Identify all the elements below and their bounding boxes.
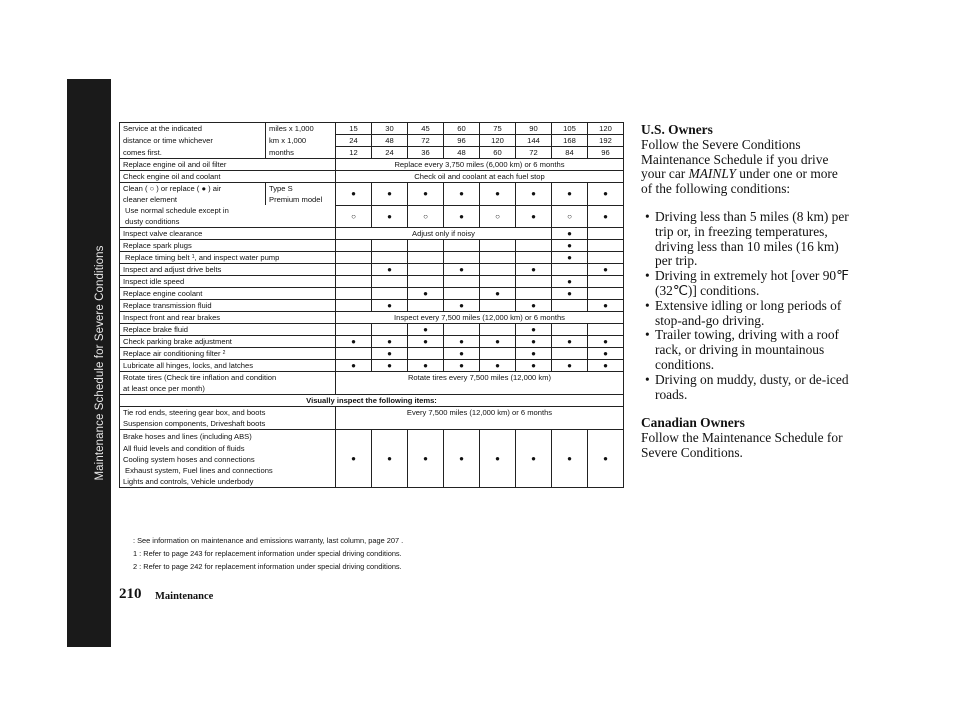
mark-empty [480, 300, 516, 312]
mark: ● [588, 300, 624, 312]
us-text-em: MAINLY [688, 166, 736, 182]
mark: ● [444, 183, 480, 206]
mark: ● [408, 324, 444, 336]
mark: ○ [408, 205, 444, 228]
mark: ● [444, 430, 480, 488]
mark: ● [552, 183, 588, 206]
footnote: 2 : Refer to page 242 for replacement information under special driving conditions. [133, 562, 402, 571]
section-label: Maintenance [155, 591, 214, 602]
footnote: 1 : Refer to page 243 for replacement information under special driving conditions. [133, 549, 402, 558]
table-row [120, 171, 624, 183]
header-cell: 120 [588, 123, 624, 135]
ac-filter-label: Replace air conditioning filter [123, 349, 221, 358]
mark-empty [372, 252, 408, 264]
item-note: Rotate tires every 7,500 miles (12,000 km) [336, 372, 624, 395]
item-label: Exhaust system, Fuel lines and connections [120, 465, 336, 476]
mark: ● [552, 240, 588, 252]
item-label: Inspect idle speed [120, 276, 336, 288]
mark: ● [408, 336, 444, 348]
mark-empty [588, 240, 624, 252]
unit-label: miles x 1,000 [266, 123, 336, 135]
mark-empty [588, 252, 624, 264]
header-cell: 24 [336, 135, 372, 147]
list-item: • Driving less than 5 miles (8 km) per trip or, in freezing temperatures, driving less than 10 miles (16 km) per trip. [641, 210, 851, 269]
header-label: comes first. [120, 147, 266, 159]
item-label: Check engine oil and coolant [120, 171, 336, 183]
mark-empty [480, 276, 516, 288]
mark: ● [372, 430, 408, 488]
header-cell: 75 [480, 123, 516, 135]
mark: ○ [480, 205, 516, 228]
mark-empty [336, 276, 372, 288]
mark-empty [408, 240, 444, 252]
sub-label: Premium model [266, 194, 336, 205]
mark-empty [444, 288, 480, 300]
mark-empty [372, 324, 408, 336]
conditions-list [641, 210, 851, 402]
mark: ● [480, 360, 516, 372]
header-cell: 192 [588, 135, 624, 147]
mark-empty [480, 264, 516, 276]
list-item: • Extensive idling or long periods of stop-and-go driving. [641, 299, 851, 329]
canadian-owners-text: Follow the Maintenance Schedule for Severe Conditions. [641, 430, 843, 460]
item-label [120, 252, 336, 264]
mark: ● [336, 360, 372, 372]
mark: ● [408, 430, 444, 488]
item-note: Inspect every 7,500 miles (12,000 km) or 6 months [336, 312, 624, 324]
header-row-km [120, 135, 624, 147]
table-row [120, 372, 624, 384]
header-label: Service at the indicated [120, 123, 266, 135]
header-cell: 105 [552, 123, 588, 135]
unit-label: km x 1,000 [266, 135, 336, 147]
maintenance-schedule-table [119, 122, 624, 488]
water-pump-label: , and inspect water pump [194, 253, 280, 262]
table-row [120, 264, 624, 276]
mark-empty [552, 348, 588, 360]
header-cell: 30 [372, 123, 408, 135]
mark: ● [552, 228, 588, 240]
mark: ● [516, 183, 552, 206]
mark: ● [444, 360, 480, 372]
item-label: Tie rod ends, steering gear box, and boots [120, 407, 336, 419]
mark-empty [516, 288, 552, 300]
mark: ● [480, 183, 516, 206]
table-row [120, 300, 624, 312]
mark: ● [552, 336, 588, 348]
mark-empty [588, 324, 624, 336]
table-row [120, 240, 624, 252]
item-label: Replace brake fluid [120, 324, 336, 336]
item-label: dusty conditions [120, 216, 336, 228]
mark: ● [516, 336, 552, 348]
mark: ● [588, 336, 624, 348]
table-row [120, 348, 624, 360]
header-cell: 45 [408, 123, 444, 135]
mark: ○ [552, 205, 588, 228]
mark: ● [444, 300, 480, 312]
footnote-ref: 1 [191, 254, 195, 260]
us-text-a: Follow the Severe Conditions Maintenance Schedule if you drive your car [641, 136, 829, 182]
mark: ● [552, 430, 588, 488]
item-label: Replace transmission fluid [120, 300, 336, 312]
mark: ● [372, 264, 408, 276]
header-cell: 72 [516, 147, 552, 159]
header-cell: 96 [588, 147, 624, 159]
mark-empty [552, 324, 588, 336]
header-cell: 90 [516, 123, 552, 135]
header-cell: 144 [516, 135, 552, 147]
mark: ● [516, 300, 552, 312]
table-row [120, 252, 624, 264]
mark: ● [516, 205, 552, 228]
item-label: Rotate tires (Check tire inflation and condition [120, 372, 336, 384]
mark: ● [444, 264, 480, 276]
item-label: All fluid levels and condition of fluids [120, 443, 336, 454]
page-number: 210 [119, 586, 142, 602]
mark-empty [588, 276, 624, 288]
section-header-row [120, 395, 624, 407]
mark: ● [588, 430, 624, 488]
mark-empty [408, 264, 444, 276]
table-row [120, 430, 624, 444]
mark-empty [480, 324, 516, 336]
mark: ● [444, 348, 480, 360]
table-row [120, 288, 624, 300]
mark: ○ [336, 205, 372, 228]
mark-empty [372, 276, 408, 288]
mark: ● [588, 348, 624, 360]
header-cell: 48 [372, 135, 408, 147]
mark: ● [372, 300, 408, 312]
mark-empty [480, 348, 516, 360]
mark: ● [588, 360, 624, 372]
footnote-ref: 2 [222, 350, 226, 356]
mark: ● [588, 205, 624, 228]
table-row [120, 312, 624, 324]
header-cell: 24 [372, 147, 408, 159]
mark-empty [480, 252, 516, 264]
mark-empty [372, 240, 408, 252]
header-cell: 36 [408, 147, 444, 159]
canadian-owners-heading: Canadian Owners [641, 415, 745, 431]
us-text-b: under one or more of the following conditions: [641, 166, 838, 197]
owner-guidance [641, 123, 851, 461]
mark: ● [516, 430, 552, 488]
timing-belt-label: Replace timing belt [125, 253, 190, 262]
mark-empty [444, 240, 480, 252]
header-cell: 60 [444, 123, 480, 135]
mark-empty [480, 240, 516, 252]
footnotes [133, 534, 403, 573]
table-row [120, 336, 624, 348]
item-label: Inspect front and rear brakes [120, 312, 336, 324]
mark-empty [408, 276, 444, 288]
list-item: • Driving on muddy, dusty, or de-iced roads. [641, 373, 851, 403]
item-label: Cooling system hoses and connections [120, 454, 336, 465]
mark: ● [336, 430, 372, 488]
mark: ● [516, 324, 552, 336]
header-label: distance or time whichever [120, 135, 266, 147]
us-owners-text [641, 138, 851, 197]
mark-empty [516, 276, 552, 288]
table-row [120, 183, 624, 195]
header-cell: 120 [480, 135, 516, 147]
list-item: • Driving in extremely hot [over 90℉ (32℃)] conditions. [641, 269, 851, 299]
mark-empty [552, 300, 588, 312]
mark-empty [336, 300, 372, 312]
item-note: Every 7,500 miles (12,000 km) or 6 months [336, 407, 624, 430]
header-cell: 84 [552, 147, 588, 159]
mark: ● [372, 348, 408, 360]
mark: ● [552, 276, 588, 288]
header-row-miles [120, 123, 624, 135]
mark-empty [552, 264, 588, 276]
mark-empty [588, 288, 624, 300]
item-label: Use normal schedule except in [120, 205, 336, 216]
mark: ● [408, 183, 444, 206]
table-row [120, 324, 624, 336]
mark: ● [336, 336, 372, 348]
mark: ● [336, 183, 372, 206]
mark: ● [516, 264, 552, 276]
item-label: Lights and controls, Vehicle underbody [120, 476, 336, 488]
mark: ● [516, 348, 552, 360]
table-row [120, 360, 624, 372]
mark-empty [444, 324, 480, 336]
item-note: Check oil and coolant at each fuel stop [336, 171, 624, 183]
mark: ● [444, 336, 480, 348]
mark-empty [588, 228, 624, 240]
list-item: • Trailer towing, driving with a roof rack, or driving in mountainous conditions. [641, 328, 851, 372]
us-owners-heading: U.S. Owners [641, 122, 713, 137]
mark-empty [336, 240, 372, 252]
item-label: Replace spark plugs [120, 240, 336, 252]
side-title: Maintenance Schedule for Severe Conditions [94, 245, 106, 481]
mark: ● [552, 252, 588, 264]
mark-empty [408, 348, 444, 360]
item-label: Check parking brake adjustment [120, 336, 336, 348]
mark-empty [336, 288, 372, 300]
item-note: Adjust only if noisy [336, 228, 552, 240]
mark: ● [480, 430, 516, 488]
mark-empty [336, 324, 372, 336]
mark-empty [408, 300, 444, 312]
mark-empty [336, 348, 372, 360]
item-label: Replace engine coolant [120, 288, 336, 300]
footnote: : See information on maintenance and emissions warranty, last column, page 207 . [133, 536, 404, 545]
table-row [120, 407, 624, 419]
mark-empty [516, 240, 552, 252]
table-row [120, 276, 624, 288]
header-cell: 96 [444, 135, 480, 147]
mark-empty [372, 288, 408, 300]
table-row [120, 228, 624, 240]
item-label: Replace engine oil and oil filter [120, 159, 336, 171]
header-cell: 168 [552, 135, 588, 147]
mark-empty [444, 252, 480, 264]
item-label: Inspect and adjust drive belts [120, 264, 336, 276]
mark: ● [372, 183, 408, 206]
mark: ● [408, 288, 444, 300]
header-row-months [120, 147, 624, 159]
mark-empty [516, 252, 552, 264]
item-label: cleaner element [120, 194, 266, 205]
mark: ● [552, 360, 588, 372]
mark: ● [444, 205, 480, 228]
item-label: at least once per month) [120, 383, 336, 395]
mark: ● [372, 336, 408, 348]
unit-label: months [266, 147, 336, 159]
mark: ● [588, 183, 624, 206]
mark: ● [372, 205, 408, 228]
mark: ● [552, 288, 588, 300]
mark: ● [516, 360, 552, 372]
item-note: Replace every 3,750 miles (6,000 km) or 6 months [336, 159, 624, 171]
item-label: Brake hoses and lines (including ABS) [120, 430, 336, 444]
item-label: Suspension components, Driveshaft boots [120, 418, 336, 430]
header-cell: 15 [336, 123, 372, 135]
mark-empty [444, 276, 480, 288]
header-cell: 12 [336, 147, 372, 159]
header-cell: 60 [480, 147, 516, 159]
item-label: Clean ( ○ ) or replace ( ● ) air [120, 183, 266, 195]
sub-label: Type S [266, 183, 336, 195]
mark: ● [408, 360, 444, 372]
mark: ● [480, 336, 516, 348]
header-cell: 48 [444, 147, 480, 159]
mark-empty [408, 252, 444, 264]
mark: ● [588, 264, 624, 276]
mark: ● [480, 288, 516, 300]
table-row [120, 159, 624, 171]
header-cell: 72 [408, 135, 444, 147]
visual-inspect-header: Visually inspect the following items: [120, 395, 624, 407]
table-row [120, 205, 624, 216]
mark-empty [336, 252, 372, 264]
item-label: Lubricate all hinges, locks, and latches [120, 360, 336, 372]
item-label: Inspect valve clearance [120, 228, 336, 240]
item-label [120, 348, 336, 360]
mark: ● [372, 360, 408, 372]
mark-empty [336, 264, 372, 276]
